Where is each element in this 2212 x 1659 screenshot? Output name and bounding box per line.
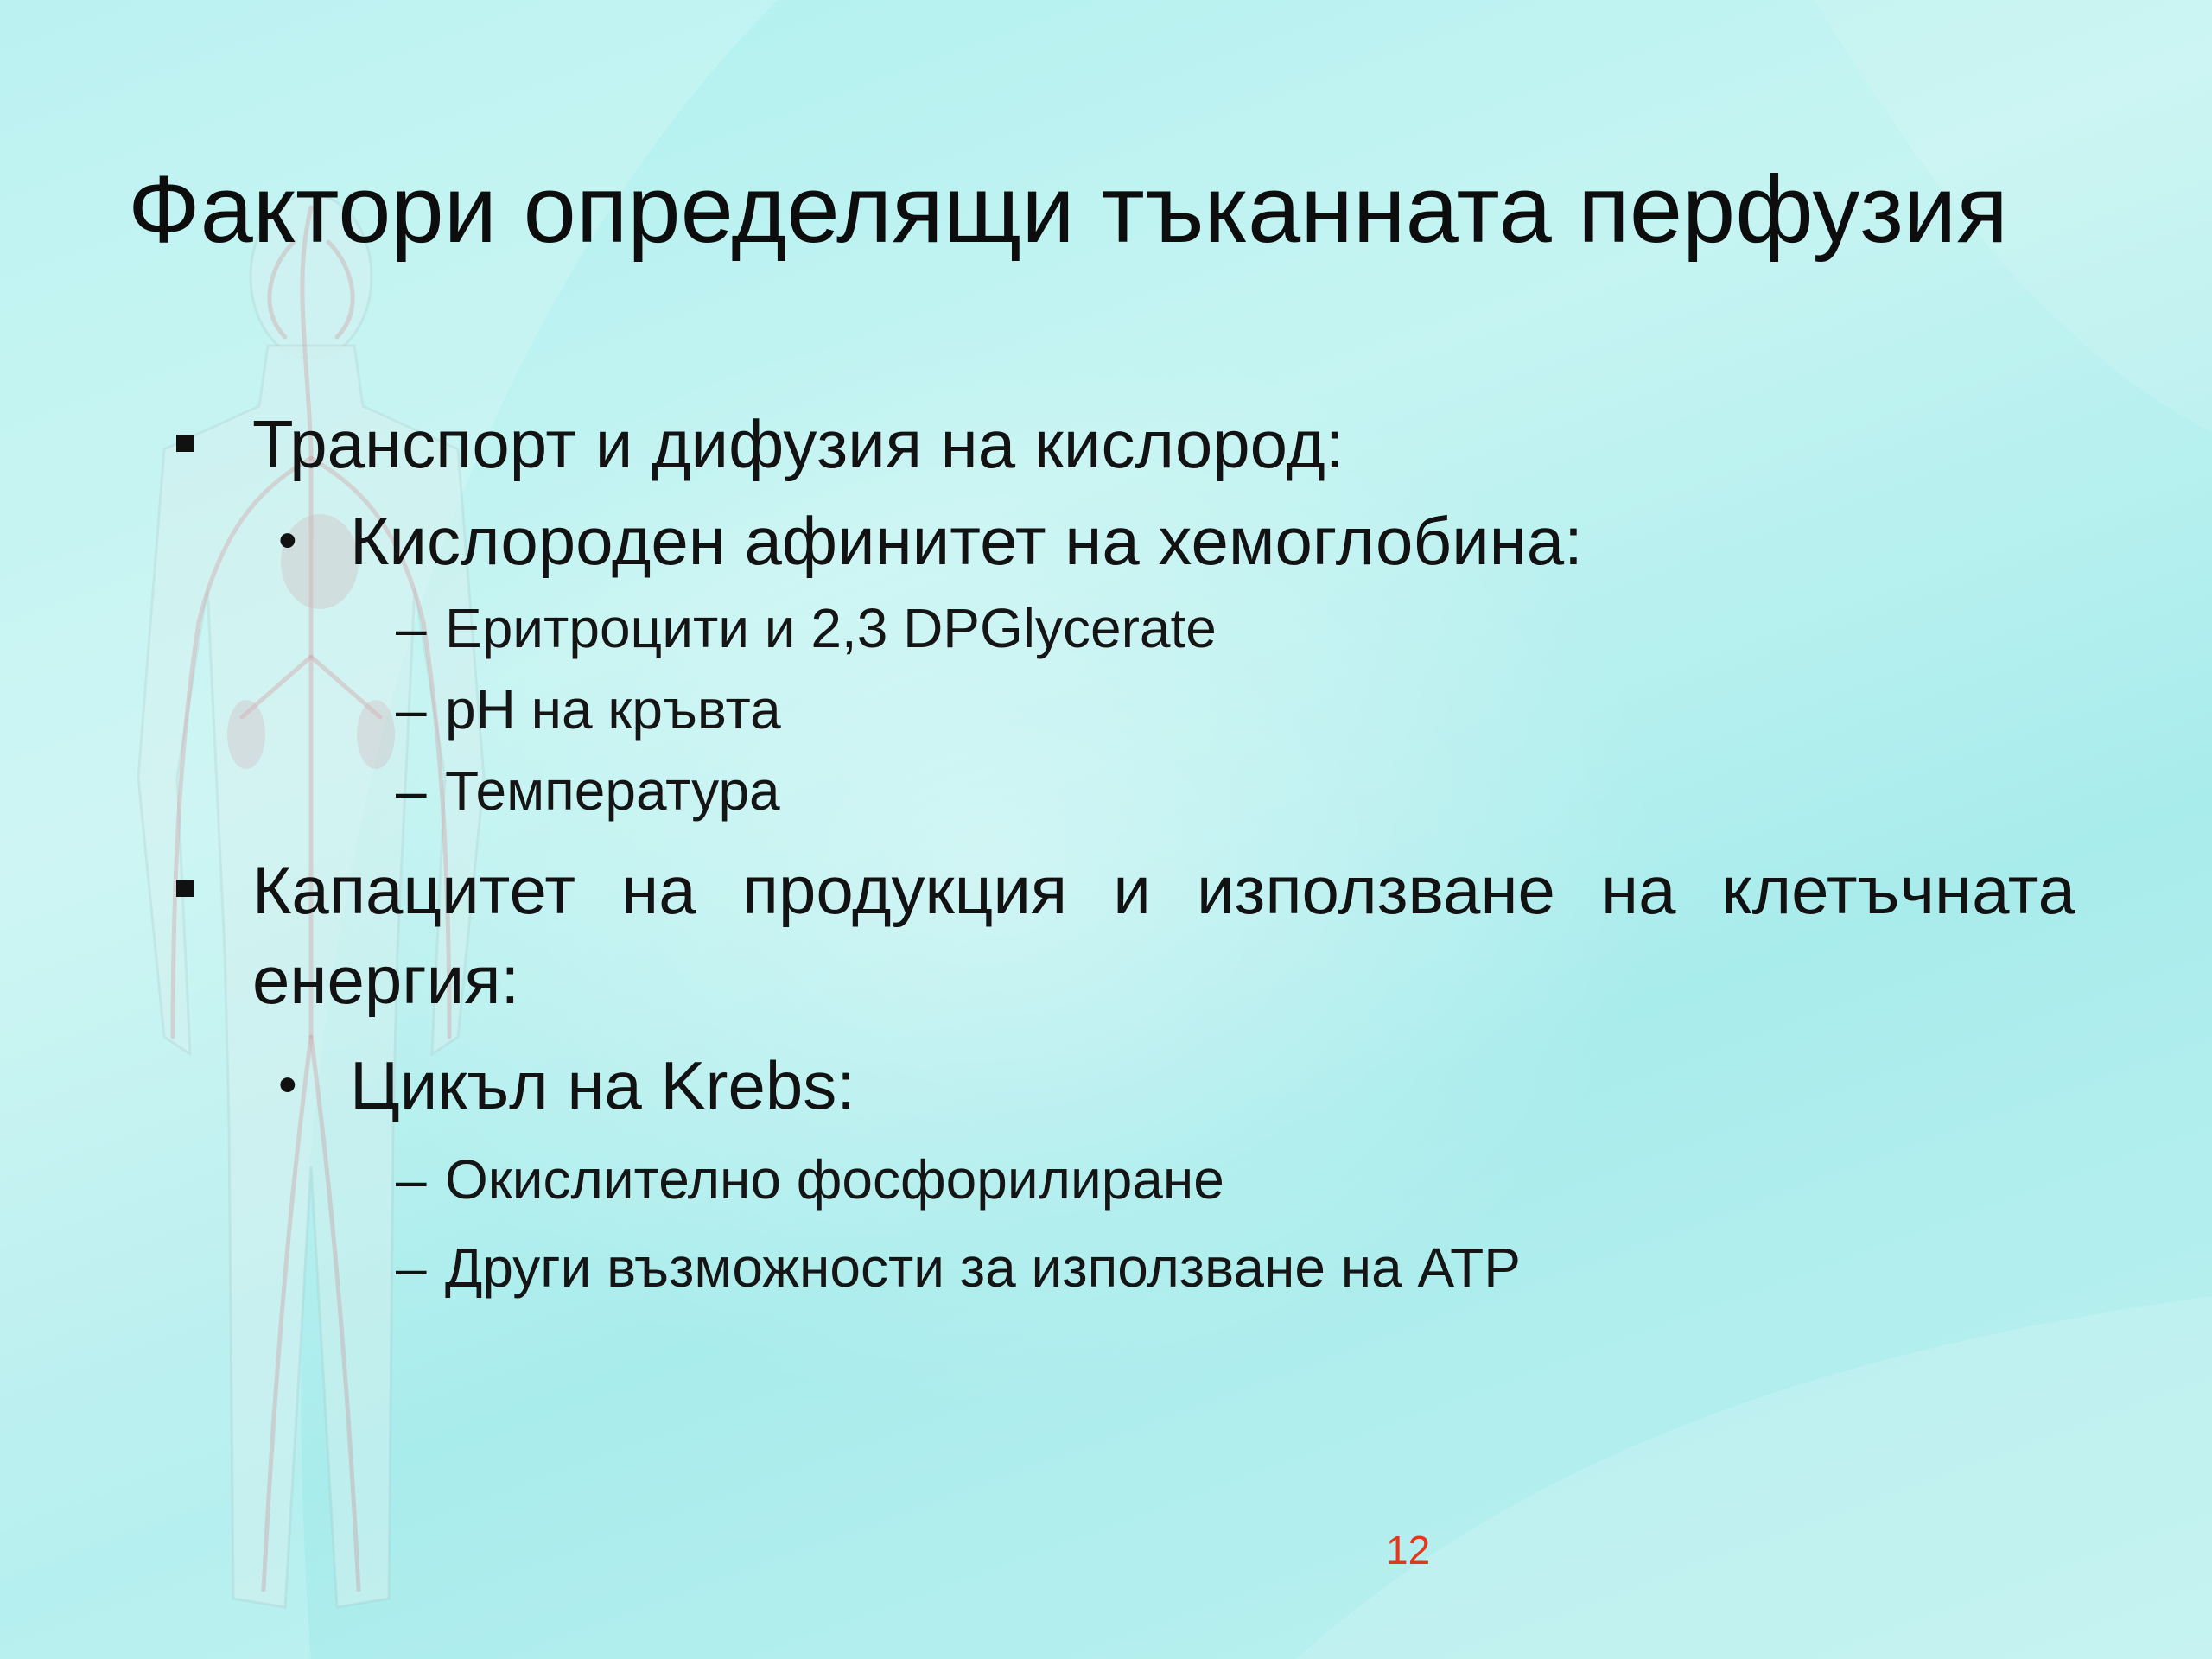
bullet-item-oxygen-transport: Транспорт и дифузия на кислород: (252, 406, 1344, 482)
dash-bullet-icon: – (396, 597, 427, 659)
dot-bullet-icon: • (278, 1055, 297, 1115)
square-bullet-icon (176, 435, 194, 452)
bullet-item-atp-usage: Други възможности за използване на АТР (445, 1236, 1521, 1299)
dash-bullet-icon: – (396, 678, 427, 741)
bullet-item-blood-ph: pH на кръвта (445, 678, 781, 741)
dot-bullet-icon: • (278, 511, 297, 570)
bullet-item-hemoglobin-affinity: Кислороден афинитет на хемоглобина: (350, 503, 1583, 579)
dash-bullet-icon: – (396, 760, 427, 822)
dash-bullet-icon: – (396, 1148, 427, 1211)
page-number: 12 (1386, 1528, 1431, 1573)
bullet-item-krebs-cycle: Цикъл на Krebs: (350, 1047, 855, 1123)
dash-bullet-icon: – (396, 1236, 427, 1299)
bullet-item-oxidative-phosphorylation: Окислително фосфорилиране (445, 1148, 1224, 1211)
square-bullet-icon (176, 880, 194, 897)
bullet-item-erythrocytes: Еритроцити и 2,3 DPGlycerate (445, 597, 1217, 659)
bullet-item-temperature: Температура (445, 760, 780, 822)
bullet-item-energy-capacity: Капацитет на продукция и използване на клетъчната енергия: (252, 852, 2075, 1018)
slide-title: Фактори определящи тъканната перфузия (128, 156, 2008, 263)
